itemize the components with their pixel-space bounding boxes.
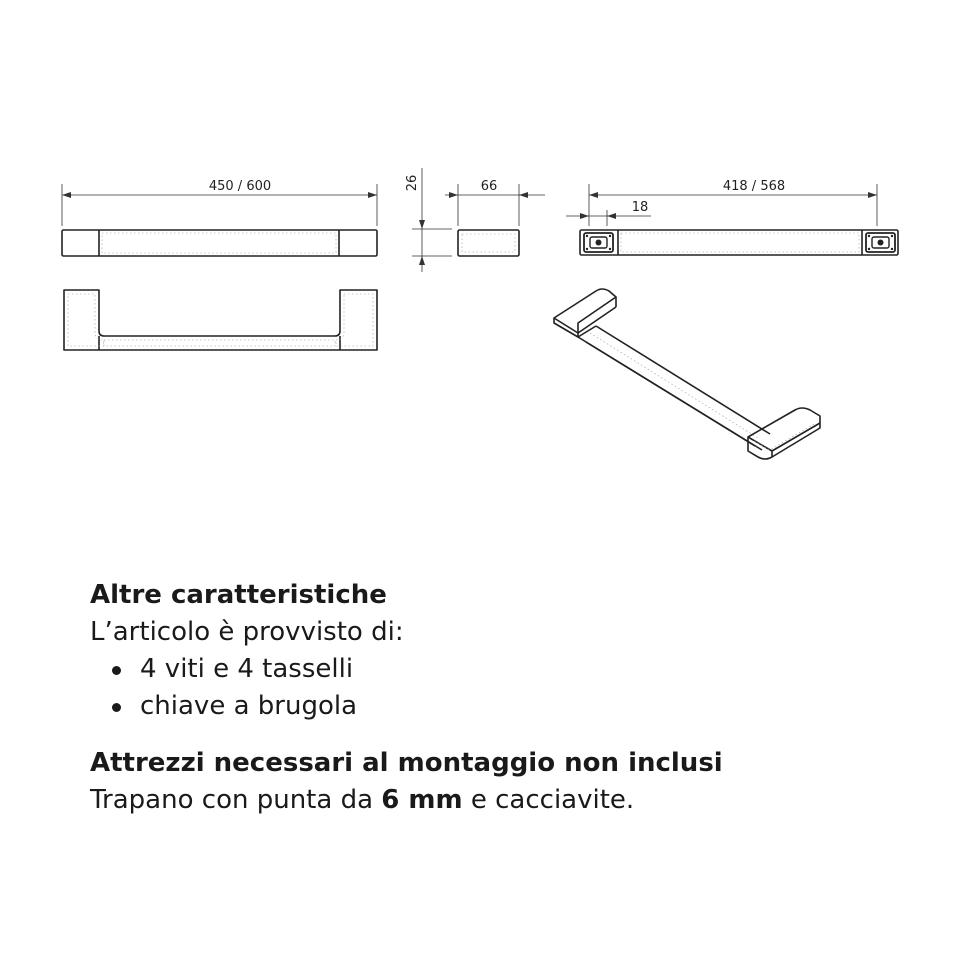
height-dimension: 26 (405, 174, 420, 192)
isometric-view (554, 289, 820, 459)
tools-text (90, 782, 910, 819)
tools-text-after: e cacciavite. (462, 785, 635, 815)
fixing-bracket-right (866, 233, 895, 252)
features-heading: Altre caratteristiche (90, 580, 387, 610)
list-item (112, 688, 910, 725)
depth-dimension: 66 (480, 179, 498, 194)
front-length-dimension: 450 / 600 (208, 179, 272, 194)
specifications (90, 577, 910, 819)
features-list (90, 651, 910, 725)
tools-text-before: Trapano con punta da (90, 785, 382, 815)
front-view (62, 179, 377, 256)
list-item-text: 4 viti e 4 tasselli (140, 654, 354, 684)
side-view (405, 168, 545, 272)
features-intro: L’articolo è provvisto di: (90, 617, 404, 647)
fixing-span-dimension: 418 / 568 (722, 179, 786, 194)
fixing-bracket-left (584, 233, 613, 252)
bullet-icon (112, 666, 121, 675)
bullet-icon (112, 703, 121, 712)
tools-heading: Attrezzi necessari al montaggio non inclusi (90, 748, 723, 778)
section-spacer (90, 725, 910, 745)
edge-offset-dimension: 18 (631, 200, 649, 215)
top-view (64, 290, 377, 350)
drill-bit-size: 6 mm (381, 785, 463, 815)
list-item (112, 651, 910, 688)
list-item-text: chiave a brugola (140, 691, 358, 721)
fixing-view (566, 179, 898, 255)
